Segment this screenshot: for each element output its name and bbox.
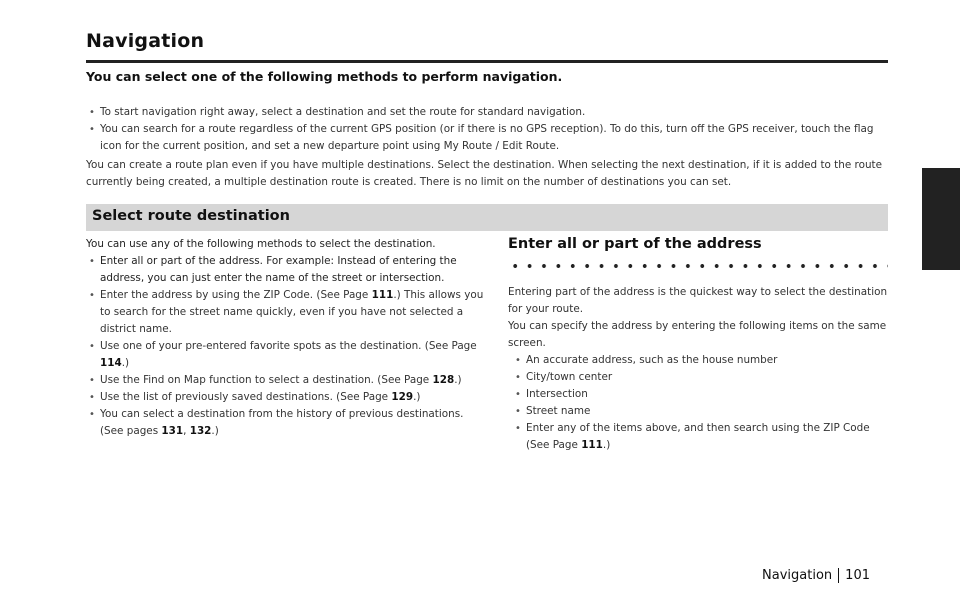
page-ref[interactable]: 129 (391, 391, 414, 403)
method-list (86, 253, 486, 440)
list-item: • Enter any of the items above, and then search using the ZIP Code (See Page 111.) (512, 420, 888, 454)
list-item: • You can search for a route regardless of the current GPS position (or if there is no GPS reception). To do this, turn off the GPS receiver, touch the flag icon for the current position, and set a new departure point using My Route / Edit Route. (86, 121, 888, 155)
list-item: • Street name (512, 403, 888, 420)
section-header (86, 204, 888, 231)
left-lead: You can use any of the following methods to select the destination. (86, 238, 436, 250)
list-item: • To start navigation right away, select a destination and set the route for standard navigation. (86, 104, 888, 121)
page-footer (762, 568, 870, 583)
list-item: • Enter all or part of the address. For example: Instead of entering the address, you can just enter the name of the street or intersection. (86, 253, 486, 287)
intro-bullet-list (86, 104, 888, 155)
subsection-title: Enter all or part of the address (508, 236, 762, 252)
list-item: • Use one of your pre-entered favorite spots as the destination. (See Page 114.) (86, 338, 486, 372)
lead-text: You can select one of the following methods to perform navigation. (86, 69, 563, 84)
chapter-tab (922, 168, 960, 270)
page-number: 101 (838, 568, 870, 583)
list-item: • Use the list of previously saved destinations. (See Page 129.) (86, 389, 486, 406)
title-rule (86, 60, 888, 63)
right-paragraph: You can specify the address by entering the following items on the same screen. (508, 320, 887, 349)
list-item: • Intersection (512, 386, 888, 403)
section-title: Select route destination (92, 208, 290, 224)
intro-paragraph: You can create a route plan even if you have multiple destinations. Select the destination. When selecting the next destination, if it is added to the route currently being created, a multiple destination route is created. There is no limit on the number of destinations you can set. (86, 159, 882, 188)
page-ref[interactable]: 132 (189, 425, 212, 437)
page-title: Navigation (86, 30, 205, 52)
address-items-list (512, 352, 888, 454)
list-item: • Enter the address by using the ZIP Code. (See Page 111.) This allows you to search for the street name quickly, even if you have not selected a district name. (86, 287, 486, 338)
page-ref[interactable]: 111 (581, 439, 603, 451)
list-item: • City/town center (512, 369, 888, 386)
list-item: • An accurate address, such as the house number (512, 352, 888, 369)
page-ref[interactable]: 114 (100, 357, 122, 369)
list-item: • Use the Find on Map function to select a destination. (See Page 128.) (86, 372, 486, 389)
right-paragraph: Entering part of the address is the quickest way to select the destination for your route. (508, 286, 888, 315)
footer-label: Navigation (762, 568, 833, 583)
dotted-divider (508, 262, 888, 270)
page-ref[interactable]: 128 (432, 374, 455, 386)
page-ref[interactable]: 131 (161, 425, 184, 437)
page-ref[interactable]: 111 (371, 289, 394, 301)
list-item: • You can select a destination from the history of previous destinations. (See pages 131, 132.) (86, 406, 486, 440)
